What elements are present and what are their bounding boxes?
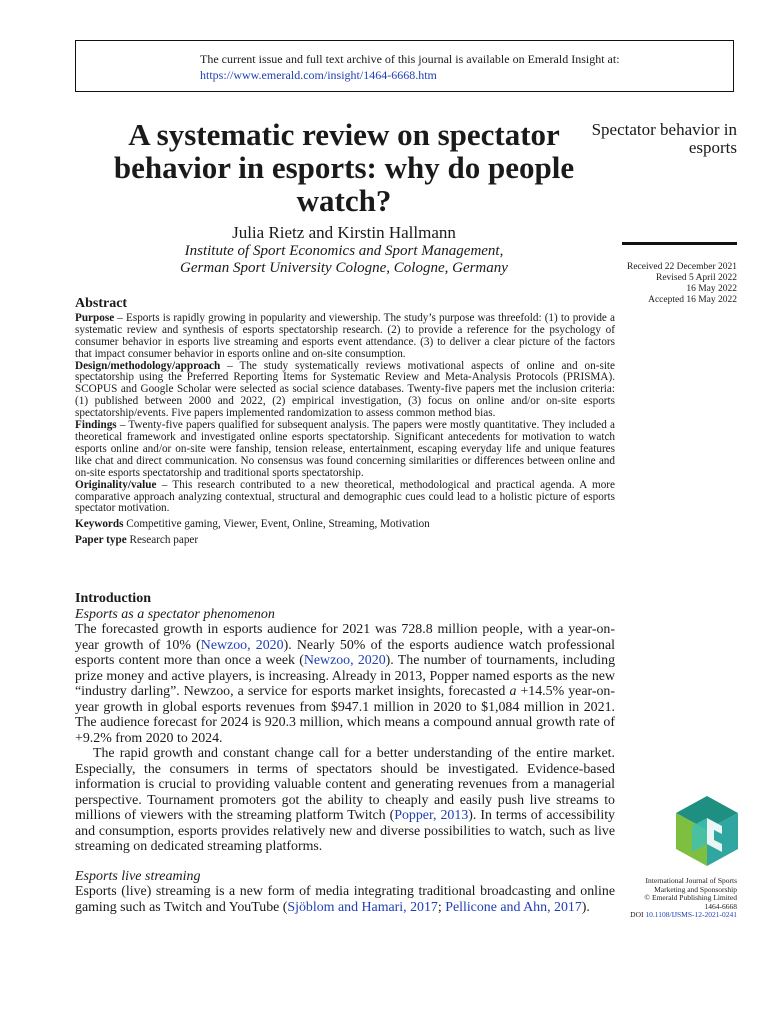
date-revised-2: 16 May 2022	[686, 284, 737, 294]
paragraph-1	[75, 622, 615, 746]
citation-link[interactable]: Newzoo, 2020	[200, 637, 284, 653]
publisher-logo-icon	[676, 796, 738, 866]
affiliation	[75, 243, 613, 277]
keywords-label: Keywords	[75, 518, 124, 531]
paper-type-text: Research paper	[126, 534, 199, 547]
citation-link[interactable]: Pellicone and Ahn, 2017	[445, 899, 582, 915]
journal-name-line-1: International Journal of Sports	[645, 876, 737, 885]
p3-text-c: ).	[581, 899, 590, 915]
purpose-text: – Esports is rapidly growing in popularity and viewership. The study’s purpose was threefold: (1) to provide a systematic review and synthesis of esports spectatorship research. (2) to provide a reference for the psychology of consumer behavior in esports live streaming and esports event attendance. (3) to deliver a clear picture of the factors that impact consumer behavior in esports online and on-site consumption.	[75, 311, 615, 360]
citation-link[interactable]: Popper, 2013	[394, 808, 469, 823]
journal-doi	[537, 911, 737, 920]
p1-text-b: ). Nearly 50% of the esports audience watch professional esports content more than once a week (	[75, 637, 615, 668]
journal-issn: 1464-6668	[704, 901, 737, 911]
archive-url-link[interactable]: https://www.emerald.com/insight/1464-6668.htm	[200, 68, 437, 82]
paper-type-label: Paper type	[75, 534, 127, 547]
body-text	[75, 591, 615, 915]
article-title: A systematic review on spectator behavior in esports: why do people watch?	[113, 117, 575, 218]
keywords	[75, 519, 615, 531]
paragraph-2	[75, 746, 615, 855]
findings-text: – Twenty-five papers qualified for subsequent analysis. The papers were mostly quantitative. They included a theoretical framework and investigated online esports spectatorship. Significant antecedents for motivation to watch esports online and/or on-site were fanship, tension release, entertainment, escaping everyday life and unique features like chat and direct communication. No consensus was found concerning similarities or differences between online and on-site esports spectatorship and traditional sports spectatorship.	[75, 419, 615, 479]
p1-text-d: +14.5% year-on-year growth in global esports revenues from $947.1 million in 2020 to $1,084 million in 2021. The audience forecast for 2024 is 920.3 million, which means a compound annual growth rate of +9.2% from 2020 to 2024.	[75, 684, 615, 746]
date-received: Received 22 December 2021	[627, 262, 737, 272]
abstract-purpose	[75, 313, 615, 361]
p3-text-b: ;	[437, 899, 446, 915]
doi-label: DOI	[630, 910, 646, 920]
archive-notice-text: The current issue and full text archive of this journal is available on Emerald Insight at:	[200, 52, 620, 66]
citation-link[interactable]: Sjöblom and Hamari, 2017	[287, 899, 438, 915]
subheading-live-streaming: Esports live streaming	[75, 868, 201, 884]
p2-text-a: The rapid growth and constant change call for a better understanding of the entire market. Especially, the consumers in terms of spectators should be investigated. Evidence-based information is crucial to providing valuable content and generating revenues from a managerial perspective. Tournament promoters got the ability to cheaply and easily push live streams to millions of viewers with the streaming platform Twitch (	[75, 746, 615, 823]
doi-link[interactable]: 10.1108/IJSMS-12-2021-0241	[645, 910, 737, 920]
abstract-section	[75, 298, 615, 547]
affiliation-line-1: Institute of Sport Economics and Sport Management,	[184, 243, 504, 259]
originality-label: Originality/value	[75, 478, 157, 491]
originality-text: – This research contributed to a new theoretical, methodological and practical agenda. A more comparative approach analyzing contextual, structural and demographic cues could lead to a holistic picture of esports spectator motivation.	[75, 478, 615, 515]
p1-text-a: The forecasted growth in esports audience for 2021 was 728.8 million people, with a year-on-year growth of 10% (	[75, 622, 615, 653]
journal-info	[537, 877, 737, 920]
affiliation-line-2: German Sport University Cologne, Cologne, Germany	[180, 260, 508, 276]
journal-copyright: © Emerald Publishing Limited	[644, 893, 737, 903]
keywords-text: Competitive gaming, Viewer, Event, Online, Streaming, Motivation	[123, 518, 430, 531]
abstract-findings	[75, 420, 615, 480]
paragraph-3	[75, 884, 615, 915]
p3-text-a: Esports (live) streaming is a new form of media integrating traditional broadcasting and online gaming such as Twitch and YouTube (	[75, 884, 615, 915]
design-label: Design/methodology/approach	[75, 359, 221, 372]
subheading-spectator-phenomenon: Esports as a spectator phenomenon	[75, 606, 275, 622]
citation-link[interactable]: Newzoo, 2020	[303, 653, 386, 668]
design-text: – The study systematically reviews motivational aspects of online and on-site spectatorship using the Preferred Reporting Items for Systematic Review and Meta-Analysis Protocols (PRISMA). SCOPUS and Google Scholar were selected as social science databases. Twenty-five papers met the inclusion criteria: (1) published between 2000 and 2022, (2) empirical investigation, (3) focus on online and/or on-site esports spectatorship/events. Five papers implemented randomization to assess common method bias.	[75, 359, 615, 420]
paper-type	[75, 535, 615, 547]
p1-variable: a	[509, 684, 517, 699]
abstract-originality	[75, 480, 615, 516]
purpose-label: Purpose	[75, 311, 115, 324]
findings-label: Findings	[75, 419, 117, 432]
running-head-rule	[622, 242, 737, 245]
authors: Julia Rietz and Kirstin Hallmann	[232, 223, 456, 242]
date-revised-1: Revised 5 April 2022	[655, 273, 737, 283]
abstract-heading: Abstract	[75, 296, 128, 311]
abstract-design	[75, 361, 615, 421]
introduction-heading: Introduction	[75, 591, 151, 606]
p2-text-b: ). In terms of accessibility and consumption, esports provides relatively new and diverse possibilities to watch, such as live streaming on dedicated streaming platforms.	[75, 808, 615, 854]
p1-text-c: ). The number of tournaments, including prize money and active players, is increasing. Already in 2013, Popper named esports as the new “industry darling”. Newzoo, a service for esports market insights, forecasted	[75, 653, 616, 699]
journal-name-line-2: Marketing and Sponsorship	[654, 884, 737, 894]
running-head: Spectator behavior in esports	[591, 120, 737, 157]
archive-notice-box	[75, 40, 734, 92]
date-accepted: Accepted 16 May 2022	[648, 295, 737, 305]
